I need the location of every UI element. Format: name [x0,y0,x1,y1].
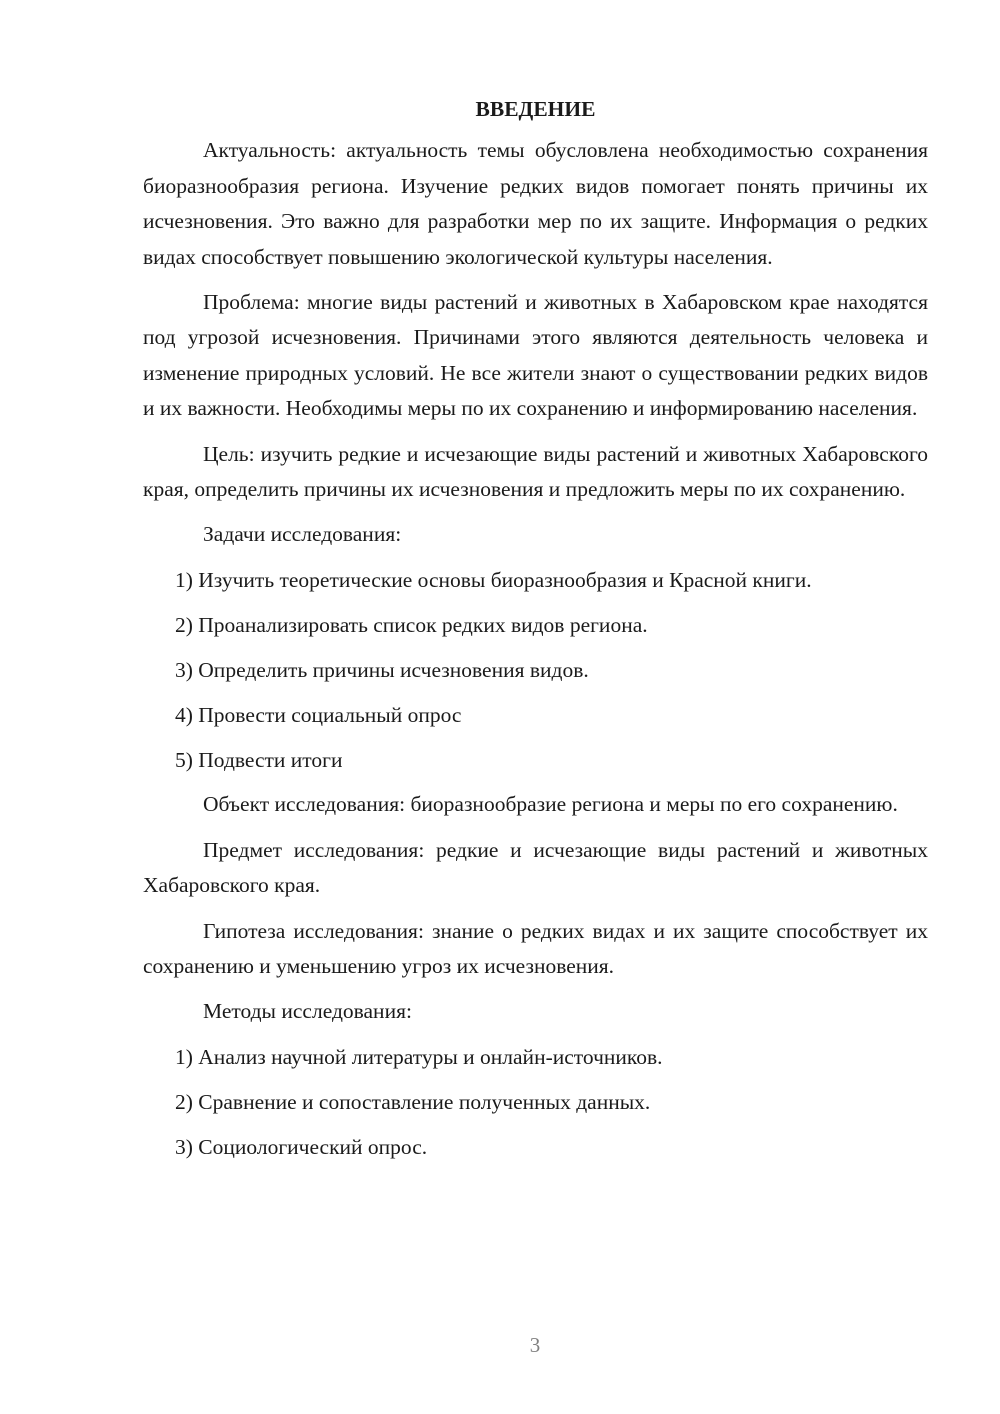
document-page [143,92,928,1175]
object-paragraph: Объект исследования: биоразнообразие региона и меры по его сохранению. [203,792,898,817]
task-item: 5) Подвести итоги [175,747,343,772]
problem-paragraph: Проблема: многие виды растений и животных в Хабаровском крае находятся под угрозой исчезновения. Причинами этого являются деятельность человека и изменение природных условий. Не все жители знают о существовании редких видов и их важности. Необходимы меры по их сохранению и информированию населения. [143,290,928,421]
tasks-label: Задачи исследования: [203,522,402,547]
task-item: 3) Определить причины исчезновения видов. [175,657,589,682]
task-item: 2) Проанализировать список редких видов региона. [175,612,648,637]
hypothesis-paragraph: Гипотеза исследования: знание о редких видах и их защите способствует их сохранению и уменьшению угроз их исчезновения. [143,918,928,979]
method-item: 2) Сравнение и сопоставление полученных данных. [175,1089,651,1114]
methods-label: Методы исследования: [203,999,412,1024]
goal-paragraph: Цель: изучить редкие и исчезающие виды растений и животных Хабаровского края, определить причины их исчезновения и предложить меры по их сохранению. [143,441,928,502]
subject-paragraph: Предмет исследования: редкие и исчезающие виды растений и животных Хабаровского края. [143,837,928,898]
relevance-paragraph: Актуальность: актуальность темы обусловлена необходимостью сохранения биоразнообразия региона. Изучение редких видов помогает понять причины их исчезновения. Это важно для разработки мер по их защите. Информация о редких видах способствует повышению экологической культуры населения. [143,138,928,269]
page-number: 3 [529,1333,541,1357]
page-title: ВВЕДЕНИЕ [475,97,596,121]
task-item: 4) Провести социальный опрос [175,702,462,727]
task-item: 1) Изучить теоретические основы биоразнообразия и Красной книги. [175,567,812,592]
method-item: 1) Анализ научной литературы и онлайн-источников. [175,1044,663,1069]
methods-list [143,1040,928,1165]
tasks-list [143,563,928,778]
method-item: 3) Социологический опрос. [175,1134,428,1159]
